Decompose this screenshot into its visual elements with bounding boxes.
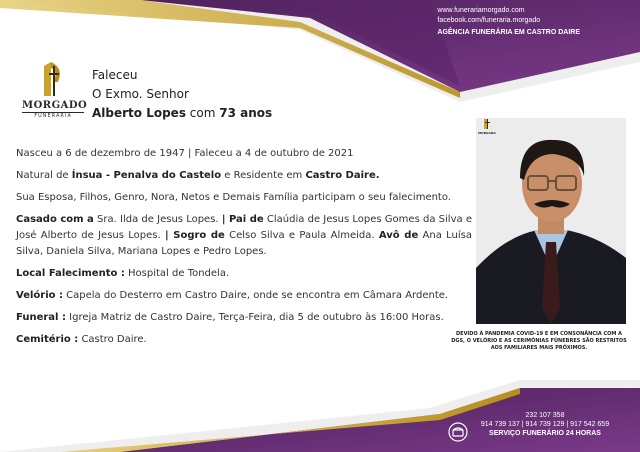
place-line (16, 266, 472, 282)
place-label: Local Falecimento : (16, 268, 125, 279)
wake-label: Velório : (16, 290, 63, 301)
deceased-age: 73 anos (219, 106, 273, 120)
header-name-line (92, 104, 272, 123)
wake-value: Capela do Desterro em Castro Daire, onde se encontra em Câmara Ardente. (66, 290, 449, 301)
married-label: Casado com a (16, 214, 94, 225)
covid-notice: DEVIDO À PANDEMIA COVID-19 E EM CONSONÂNCIA COM A DGS, O VELÓRIO E AS CERIMÓNIAS FÚNEBRES SÃO RESTRITOS AOS FAMILIARES MAIS PRÓXIMOS. (451, 331, 627, 351)
morgado-logo (22, 60, 88, 119)
photo-mini-logo (478, 118, 496, 135)
logo-brand: MORGADO (22, 100, 88, 111)
agency-title: AGÊNCIA FUNERÁRIA EM CASTRO DAIRE (437, 29, 580, 36)
cross-logo-icon (38, 60, 68, 98)
cemetery-value: Castro Daire. (81, 334, 147, 345)
header-com: com (189, 106, 216, 120)
family-line: Sua Esposa, Filhos, Genro, Nora, Netos e Demais Família participam o seu falecimento. (16, 192, 451, 203)
service-24h: SERVIÇO FUNERÁRIO 24 HORAS (489, 430, 601, 437)
contact-info (437, 6, 580, 38)
facebook-link[interactable]: facebook.com/funeraria.morgado (437, 17, 541, 24)
cemetery-line (16, 332, 472, 348)
phone-icon (448, 422, 468, 442)
dates-line: Nasceu a 6 de dezembro de 1947 | Faleceu a 4 de outubro de 2021 (16, 148, 354, 159)
inlaw-label: | Sogro de (164, 230, 225, 241)
header-faleceu: Faleceu (92, 68, 138, 82)
website-link[interactable]: www.funerariamorgado.com (437, 7, 525, 14)
father-value: Claúdia de Jesus Lopes Gomes da Silva e José Alberto de Jesus Lopes. (16, 214, 472, 241)
funeral-line (16, 310, 472, 326)
place-value: Hospital de Tondela. (128, 268, 230, 279)
phone-main[interactable]: 232 107 358 (525, 412, 565, 419)
funeral-label: Funeral : (16, 312, 66, 323)
cross-mini-icon (482, 118, 492, 130)
natural-place: Ínsua - Penalva do Castelo (71, 170, 222, 181)
deceased-name: Alberto Lopes (92, 106, 186, 120)
announcement-body (16, 146, 472, 354)
relations-paragraph (16, 212, 472, 260)
father-label: | Pai de (221, 214, 264, 225)
natural-line (16, 168, 472, 184)
announcement-header (92, 66, 272, 123)
phone-block (470, 412, 620, 437)
header-exmo: O Exmo. Senhor (92, 87, 189, 101)
funeral-value: Igreja Matriz de Castro Daire, Terça-Feira, dia 5 de outubro às 16:00 Horas. (69, 312, 444, 323)
married-value: Sra. Ilda de Jesus Lopes. (97, 214, 219, 225)
inlaw-value: Celso Silva e Paula Almeida. (229, 230, 375, 241)
grand-value: Ana Luísa Silva, Daniela Silva, Mariana Lopes e Pedro Lopes. (16, 230, 473, 257)
natural-label: Natural de (16, 170, 69, 181)
grand-label: Avô de (378, 230, 419, 241)
cemetery-label: Cemitério : (16, 334, 79, 345)
resident-place: Castro Daire. (305, 170, 380, 181)
resident-label: e Residente em (224, 170, 303, 181)
logo-sub: FUNERÁRIA (34, 113, 72, 119)
phone-mobiles[interactable]: 914 739 137 | 914 739 129 | 917 542 659 (480, 421, 610, 428)
deceased-photo (476, 118, 626, 324)
wake-line (16, 288, 472, 304)
mini-logo-text: MORGADO (478, 131, 496, 135)
